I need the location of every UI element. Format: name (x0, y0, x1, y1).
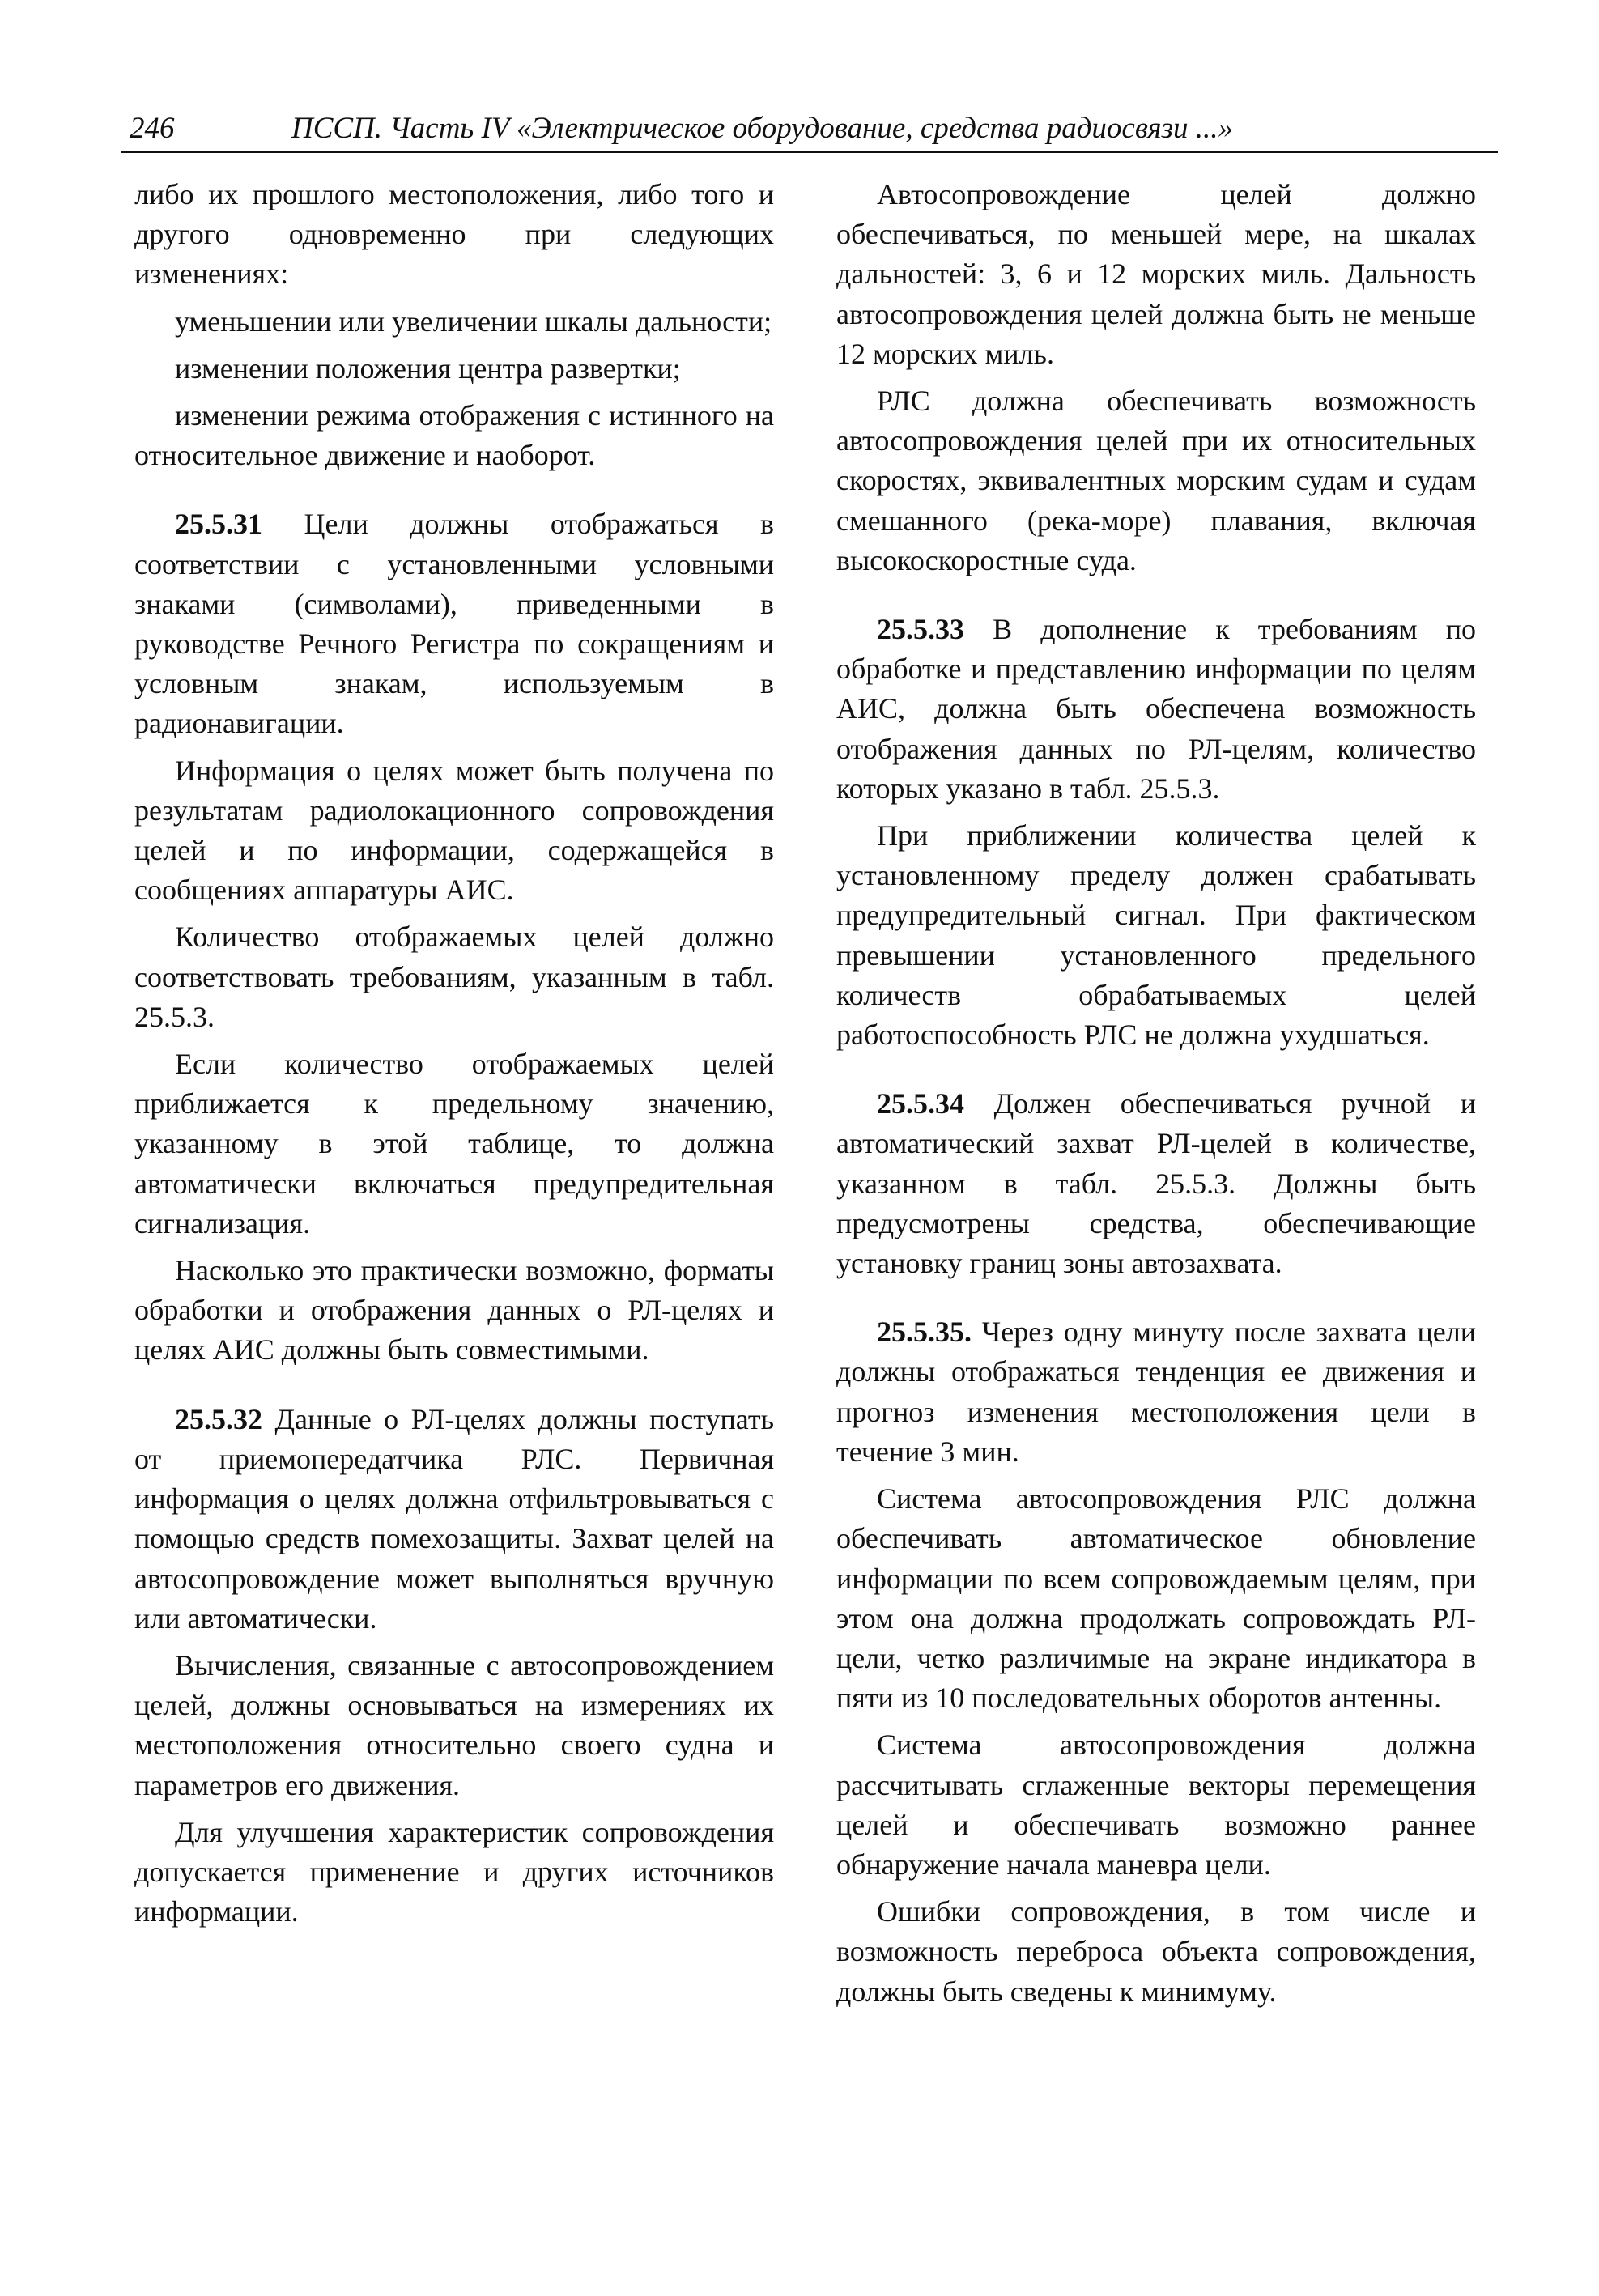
paragraph-text: Через одну минуту после захвата цели должны отображаться тенденция ее движения и прогноз изменения местоположения цели в течение 3 мин. (836, 1316, 1477, 1468)
running-title: ПССП. Часть IV «Электрическое оборудование, средства радиосвязи ...» (291, 112, 1234, 145)
paragraph-text: Для улучшения характеристик сопровождения допускается применение и других источников информации. (134, 1815, 774, 1928)
right-column (836, 175, 1476, 2019)
paragraph-text: Автосопровождение целей должно обеспечиваться, по меньшей мере, на шкалах дальностей: 3, 6 и 12 морских миль. Дальность автосопровождения целей должна быть не меньше 12 морских миль. (836, 178, 1476, 370)
paragraph-text: изменении положения центра развертки; (175, 351, 681, 385)
paragraph (134, 349, 774, 389)
paragraph-text: либо их прошлого местоположения, либо того и другого одновременно при следующих изменениях: (134, 178, 774, 291)
paragraph (836, 816, 1476, 1055)
paragraph (836, 1892, 1476, 2012)
section-paragraph (134, 1400, 774, 1639)
paragraph-text: уменьшении или увеличении шкалы дальности; (175, 304, 772, 338)
section-paragraph (836, 1312, 1476, 1472)
paragraph (836, 1725, 1476, 1885)
paragraph (836, 1479, 1476, 1718)
paragraph-text: Если количество отображаемых целей приближается к предельному значению, указанному в этой таблице, то должна автоматически включаться предупредительная сигнализация. (134, 1048, 774, 1239)
paragraph-text: РЛС должна обеспечивать возможность автосопровождения целей при их относительных скоростях, эквивалентных морским судам и судам смешанного (река-море) плавания, включая высокоскоростные суда. (836, 385, 1476, 576)
header-rule (121, 151, 1498, 153)
paragraph-text: Вычисления, связанные с автосопровождением целей, должны основываться на измерениях их местоположения относительно своего судна и параметров его движения. (134, 1648, 774, 1801)
paragraph-text: Данные о РЛ-целях должны поступать от приемопередатчика РЛС. Первичная информация о целях должна отфильтровываться с помощью средств помехозащиты. Захват целей на автосопровождение может выполняться вручную или автоматически. (134, 1402, 775, 1635)
section-number: 25.5.34 (877, 1087, 964, 1120)
paragraph (134, 396, 774, 475)
paragraph (134, 751, 774, 911)
paragraph (134, 1813, 774, 1932)
section-paragraph (836, 1084, 1476, 1283)
paragraph-text: Система автосопровождения РЛС должна обеспечивать автоматическое обновление информации по всем сопровождаемым целям, при этом она должна продолжать сопровождать РЛ-цели, четко различимые на экране индикатора в пяти из 10 последовательных оборотов антенны. (836, 1482, 1476, 1715)
paragraph-text: В дополнение к требованиям по обработке и представлению информации по целям АИС, должна быть обеспечена возможность отображения данных по РЛ-целям, количество которых указано в табл. 25.5.3. (836, 613, 1477, 805)
running-header (121, 104, 1498, 154)
paragraph (134, 1251, 774, 1371)
left-column (134, 175, 774, 1939)
paragraph (134, 1044, 774, 1244)
paragraph-text: Цели должны отображаться в соответствии с установленными условными знаками (символами), приведенными в руководстве Речного Регистра по сокращениям и условным знакам, используемым в радионавигации. (134, 508, 774, 740)
paragraph-text: Система автосопровождения должна рассчитывать сглаженные векторы перемещения целей и обеспечивать возможно раннее обнаружение начала маневра цели. (836, 1728, 1476, 1881)
paragraph-text: Ошибки сопровождения, в том числе и возможность переброса объекта сопровождения, должны быть сведены к минимуму. (836, 1895, 1476, 2008)
paragraph (134, 1646, 774, 1805)
paragraph (134, 302, 774, 342)
paragraph-text: изменении режима отображения с истинного на относительное движение и наоборот. (134, 399, 774, 472)
page-number: 246 (130, 112, 175, 145)
paragraph-text: При приближении количества целей к установленному пределу должен срабатывать предупредительный сигнал. При фактическом превышении установленного предельного количеств обрабатываемых целей работоспособность РЛС не должна ухудшаться. (836, 819, 1476, 1052)
paragraph-text: Насколько это практически возможно, форматы обработки и отображения данных о РЛ-целях и целях АИС должны быть совместимыми. (134, 1254, 774, 1367)
section-paragraph (836, 610, 1476, 809)
section-number: 25.5.32 (175, 1402, 262, 1435)
paragraph-text: Информация о целях может быть получена по результатам радиолокационного сопровождения целей и по информации, содержащейся в сообщениях аппаратуры АИС. (134, 754, 774, 907)
paragraph (134, 917, 774, 1037)
paragraph (134, 175, 774, 295)
section-number: 25.5.31 (175, 508, 262, 541)
section-number: 25.5.33 (877, 613, 964, 646)
section-number: 25.5.35. (877, 1316, 972, 1349)
paragraph-text: Должен обеспечиваться ручной и автоматический захват РЛ-целей в количестве, указанном в табл. 25.5.3. Должны быть предусмотрены средства, обеспечивающие установку границ зоны автозахвата. (836, 1087, 1477, 1280)
section-paragraph (134, 504, 774, 743)
paragraph (836, 175, 1476, 374)
paragraph-text: Количество отображаемых целей должно соответствовать требованиям, указанным в табл. 25.5.3. (134, 921, 774, 1033)
paragraph (836, 381, 1476, 580)
